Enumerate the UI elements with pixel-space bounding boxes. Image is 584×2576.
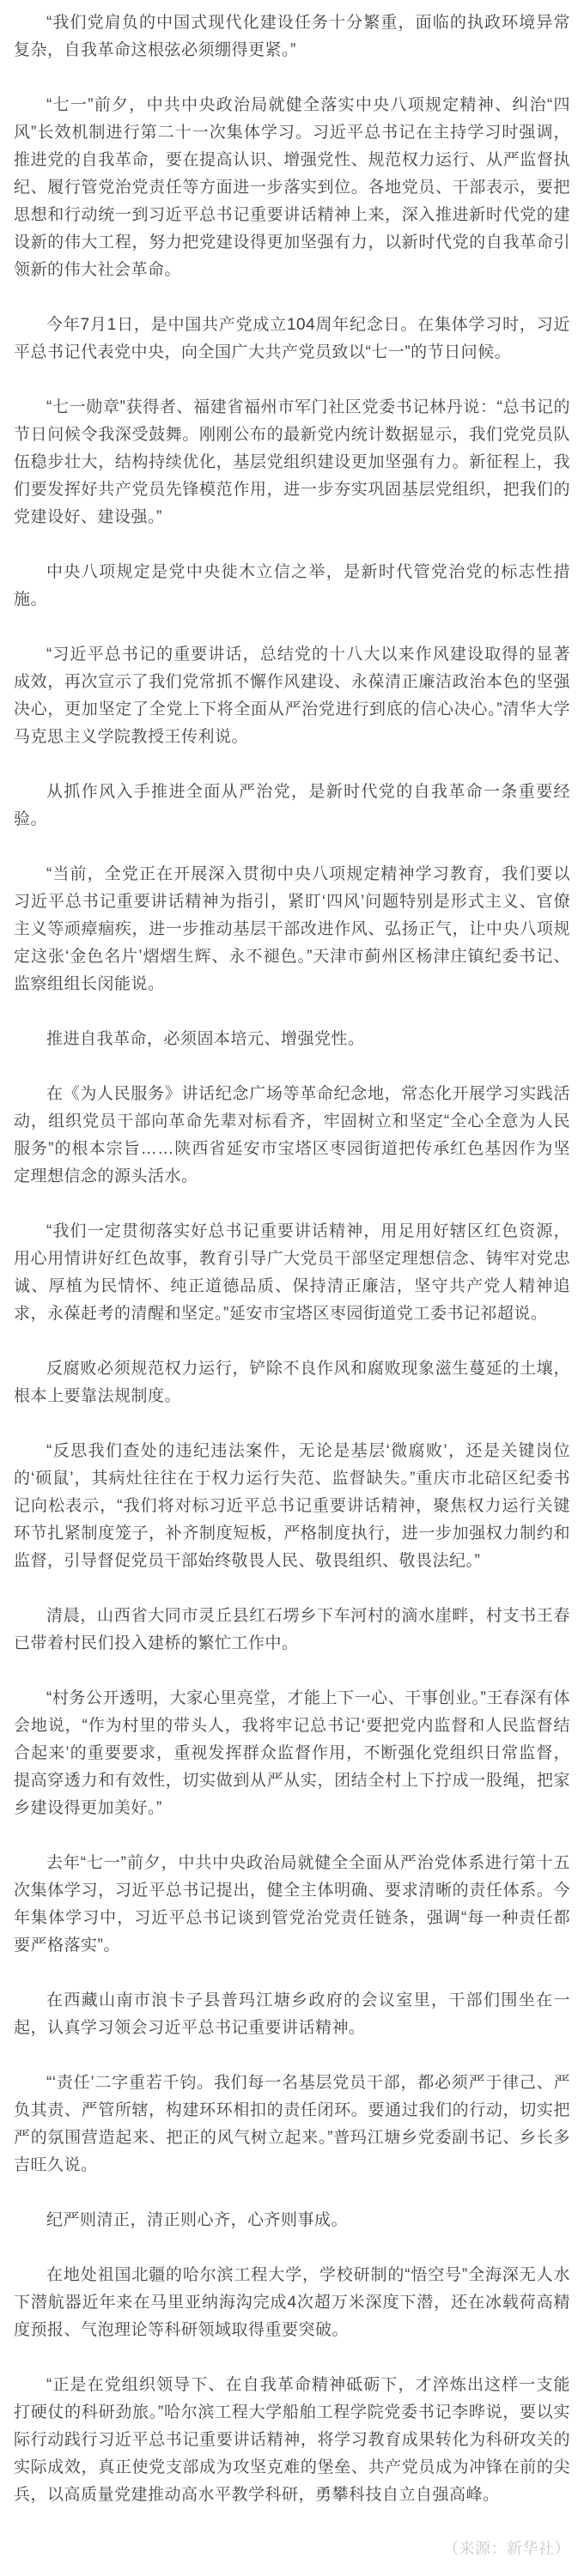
article-paragraph: 反腐败必须规范权力运行，铲除不良作风和腐败现象滋生蔓延的土壤，根本上要靠法规制度。 — [14, 1360, 570, 1405]
article-paragraph: “‘责任’二字重若千钧。我们每一名基层党员干部，都必须严于律己、严负其责、严管所辖，构建环环相扣的责任闭环。要通过我们的行动，切实把严的氛围营造起来、把正的风气树立起来。”普玛江塘乡党委副书记、乡长多吉旺久说。 — [14, 2074, 570, 2174]
article-paragraph: “七一”前夕，中共中央政治局就健全落实中央八项规定精神、纠治“四风”长效机制进行第二十一次集体学习。习近平总书记在主持学习时强调，推进党的自我革命，要在提高认识、增强党性、规范权力运行、从严监督执纪、履行管党治党责任等方面进一步落实到位。各地党员、干部表示，要把思想和行动统一到习近平总书记重要讲话精神上来，深入推进新时代党的建设新的伟大工程，努力把党建设得更加坚强有力，以新时代党的自我革命引领新的伟大社会革命。 — [14, 96, 570, 279]
article-paragraph: “我们一定贯彻落实好总书记重要讲话精神，用足用好辖区红色资源，用心用情讲好红色故事，教育引导广大党员干部坚定理想信念、铸牢对党忠诚、厚植为民情怀、纯正道德品质、保持清正廉洁，坚守共产党人精神追求，永葆赶考的清醒和坚定。”延安市宝塔区枣园街道党工委书记祁超说。 — [14, 1222, 570, 1323]
source-attribution: （来源：新华社） — [443, 2540, 570, 2557]
article-paragraph: “七一勋章”获得者、福建省福州市军门社区党委书记林丹说：“总书记的节日问候令我深受鼓舞。刚刚公布的最新党内统计数据显示，我们党党员队伍稳步壮大，结构持续优化，基层党组织建设更加坚强有力。新征程上，我们要发挥好共产党员先锋模范作用，进一步夯实巩固基层党组织，把我们的党建设好、建设强。” — [14, 398, 570, 526]
article-paragraph: 推进自我革命，必须固本培元、增强党性。 — [46, 1030, 365, 1048]
article-paragraph: 在西藏山南市浪卡子县普玛江塘乡政府的会议室里，干部们围坐在一起，认真学习领会习近平总书记重要讲话精神。 — [14, 1991, 570, 2037]
article-paragraph: “当前，全党正在开展深入贯彻中央八项规定精神学习教育，我们要以习近平总书记重要讲话精神为指引，紧盯‘四风’问题特别是形式主义、官僚主义等顽瘴痼疾，进一步推动基层干部改进作风、弘扬正气，让中央八项规定这张‘金色名片’熠熠生辉、永不褪色。”天津市蓟州区杨津庄镇纪委书记、监察组组长闵能说。 — [14, 865, 570, 993]
article-paragraph: 今年7月1日，是中国共产党成立104周年纪念日。在集体学习时，习近平总书记代表党中央，向全国广大共产党员致以“七一”的节日问候。 — [14, 316, 570, 361]
article-paragraph: “习近平总书记的重要讲话，总结党的十八大以来作风建设取得的显著成效，再次宣示了我们党常抓不懈作风建设、永葆清正廉洁政治本色的坚强决心，更加坚定了全党上下将全面从严治党进行到底的信心决心。”清华大学马克思主义学院教授王传利说。 — [14, 646, 570, 746]
article-paragraph: 纪严则清正，清正则心齐，心齐则事成。 — [46, 2211, 349, 2229]
article-paragraph: “反思我们查处的违纪违法案件，无论是基层‘微腐败’，还是关键岗位的‘硕鼠’，其病灶往往在于权力运行失范、监督缺失。”重庆市北碚区纪委书记向松表示，“我们将对标习近平总书记重要讲话精神，聚焦权力运行关键环节扎紧制度笼子，补齐制度短板，严格制度执行，进一步加强权力制约和监督，引导督促党员干部始终敬畏人民、敬畏组织、敬畏法纪。” — [14, 1442, 570, 1570]
article-paragraph: “我们党肩负的中国式现代化建设任务十分繁重，面临的执政环境异常复杂，自我革命这根弦必须绷得更紧。” — [14, 14, 570, 59]
article-paragraph: “村务公开透明，大家心里亮堂，才能上下一心、干事创业。”王春深有体会地说，“作为村里的带头人，我将牢记总书记‘要把党内监督和人民监督结合起来’的重要要求，重视发挥群众监督作用，不断强化党组织日常监督，提高穿透力和有效性，切实做到从严从实，团结全村上下拧成一股绳，把家乡建设得更加美好。” — [14, 1689, 570, 1817]
article-paragraph: 去年“七一”前夕，中共中央政治局就健全全面从严治党体系进行第十五次集体学习，习近平总书记提出，健全主体明确、要求清晰的责任体系。今年集体学习中，习近平总书记谈到管党治党责任链条，强调“每一种责任都要严格落实”。 — [14, 1854, 570, 1955]
article-paragraph: 在《为人民服务》讲话纪念广场等革命纪念地，常态化开展学习实践活动，组织党员干部向革命先辈对标看齐，牢固树立和坚定“全心全意为人民服务”的根本宗旨……陕西省延安市宝塔区枣园街道把传承红色基因作为坚定理想信念的源头活水。 — [14, 1085, 570, 1185]
article-paragraph: “正是在党组织领导下、在自我革命精神砥砺下，才淬炼出这样一支能打硬仗的科研劲旅。”哈尔滨工程大学船舶工程学院党委书记李晔说，要以实际行动践行习近平总书记重要讲话精神，将学习教育成果转化为科研攻关的实际成效，真正使党支部成为攻坚克难的堡垒、共产党员成为冲锋在前的尖兵，以高质量党建推动高水平教学科研，勇攀科技自立自强高峰。 — [14, 2376, 570, 2504]
article-paragraph: 在地处祖国北疆的哈尔滨工程大学，学校研制的“悟空号”全海深无人水下潜航器近年来在马里亚纳海沟完成4次超万米深度下潜，还在冰载荷高精度预报、气泡理论等科研领域取得重要突破。 — [14, 2266, 570, 2339]
article-paragraph: 清晨，山西省大同市灵丘县红石塄乡下车河村的滴水崖畔，村支书王春已带着村民们投入建桥的繁忙工作中。 — [14, 1607, 570, 1652]
article-paragraph: 从抓作风入手推进全面从严治党，是新时代党的自我革命一条重要经验。 — [14, 783, 570, 828]
article-paragraph: 中央八项规定是党中央徙木立信之举，是新时代管党治党的标志性措施。 — [14, 563, 570, 609]
